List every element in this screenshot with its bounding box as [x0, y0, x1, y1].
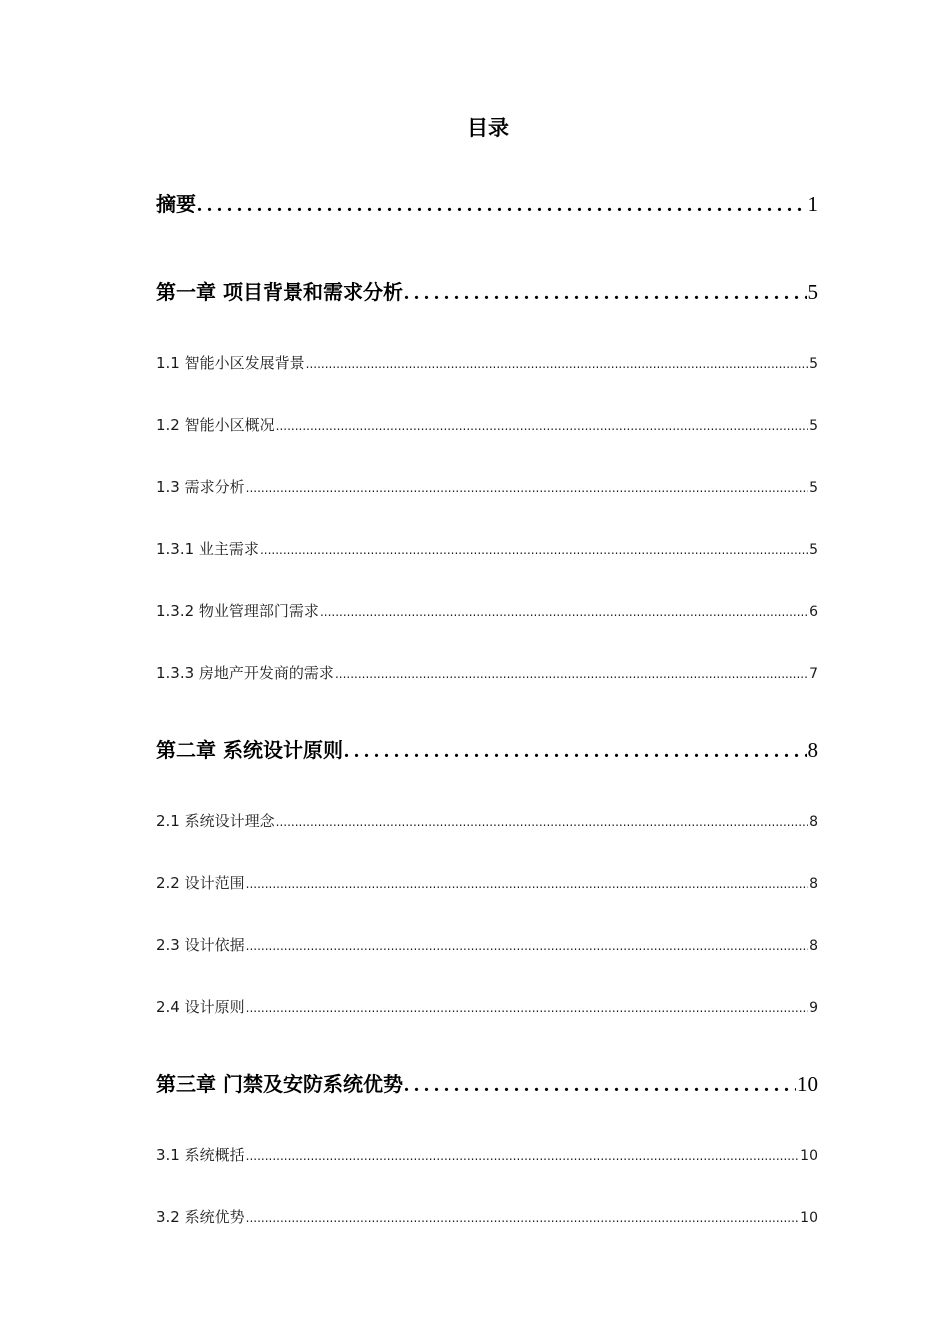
toc-entry-page: 5 [809, 356, 818, 372]
toc-entry-page: 10 [797, 1072, 818, 1096]
toc-entry-label: 1.3.2 物业管理部门需求 [156, 602, 319, 620]
toc-leader-dots [246, 481, 808, 495]
toc-leader-dots [344, 738, 807, 763]
toc-leader-dots [404, 280, 807, 305]
toc-entry-label: 1.3.3 房地产开发商的需求 [156, 664, 334, 682]
toc-entry-label: 3.1 系统概括 [156, 1146, 245, 1164]
toc-leader-dots [276, 419, 808, 433]
toc-entry-1-3-3[interactable] [156, 662, 818, 683]
toc-leader-dots [260, 543, 808, 557]
toc-entry-label: 2.2 设计范围 [156, 874, 245, 892]
toc-entry-page: 8 [809, 814, 818, 830]
toc-leader-dots [306, 357, 808, 371]
toc-entry-label: 1.1 智能小区发展背景 [156, 354, 305, 372]
toc-entry-chapter-2[interactable] [156, 734, 818, 763]
toc-entry-1-1[interactable] [156, 352, 818, 373]
toc-entry-2-1[interactable] [156, 810, 818, 831]
toc-entry-3-1[interactable] [156, 1144, 818, 1165]
toc-entry-1-3-1[interactable] [156, 538, 818, 559]
toc-entry-page: 10 [800, 1210, 818, 1226]
toc-entry-chapter-1[interactable] [156, 276, 818, 305]
toc-entry-chapter-3[interactable] [156, 1068, 818, 1097]
toc-entry-label: 1.3.1 业主需求 [156, 540, 259, 558]
toc-leader-dots [246, 1211, 800, 1225]
toc-entry-page: 8 [809, 938, 818, 954]
toc-entry-label: 1.3 需求分析 [156, 478, 245, 496]
toc-entry-page: 1 [807, 192, 818, 216]
toc-leader-dots [335, 667, 808, 681]
toc-leader-dots [246, 877, 808, 891]
toc-entry-label: 第三章 门禁及安防系统优势 [156, 1072, 403, 1096]
toc-entry-label: 3.2 系统优势 [156, 1208, 245, 1226]
toc-entry-label: 摘要 [156, 192, 196, 216]
toc-entry-page: 5 [809, 480, 818, 496]
toc-entry-label: 第一章 项目背景和需求分析 [156, 280, 403, 304]
toc-entry-page: 7 [809, 666, 818, 682]
toc-entry-label: 2.4 设计原则 [156, 998, 245, 1016]
toc-entry-1-3[interactable] [156, 476, 818, 497]
toc-entry-label: 第二章 系统设计原则 [156, 738, 343, 762]
toc-entry-page: 10 [800, 1148, 818, 1164]
toc-entry-page: 5 [809, 542, 818, 558]
toc-leader-dots [246, 1149, 800, 1163]
toc-title: 目录 [467, 116, 509, 140]
toc-entry-page: 8 [809, 876, 818, 892]
toc-leader-dots [246, 1001, 808, 1015]
toc-entry-page: 6 [809, 604, 818, 620]
toc-leader-dots [197, 192, 807, 217]
toc-entry-3-2[interactable] [156, 1206, 818, 1227]
toc-leader-dots [404, 1072, 796, 1097]
toc-entry-1-3-2[interactable] [156, 600, 818, 621]
toc-entry-label: 2.1 系统设计理念 [156, 812, 275, 830]
toc-entry-page: 5 [807, 280, 818, 304]
toc-leader-dots [246, 939, 808, 953]
toc-entry-1-2[interactable] [156, 414, 818, 435]
toc-entry-abstract[interactable] [156, 188, 818, 217]
toc-entry-2-2[interactable] [156, 872, 818, 893]
toc-entry-page: 9 [809, 1000, 818, 1016]
toc-entry-page: 8 [807, 738, 818, 762]
toc-entry-page: 5 [809, 418, 818, 434]
toc-entry-label: 1.2 智能小区概况 [156, 416, 275, 434]
toc-leader-dots [276, 815, 808, 829]
toc-entry-label: 2.3 设计依据 [156, 936, 245, 954]
toc-entry-2-3[interactable] [156, 934, 818, 955]
toc-entry-2-4[interactable] [156, 996, 818, 1017]
toc-leader-dots [320, 605, 808, 619]
